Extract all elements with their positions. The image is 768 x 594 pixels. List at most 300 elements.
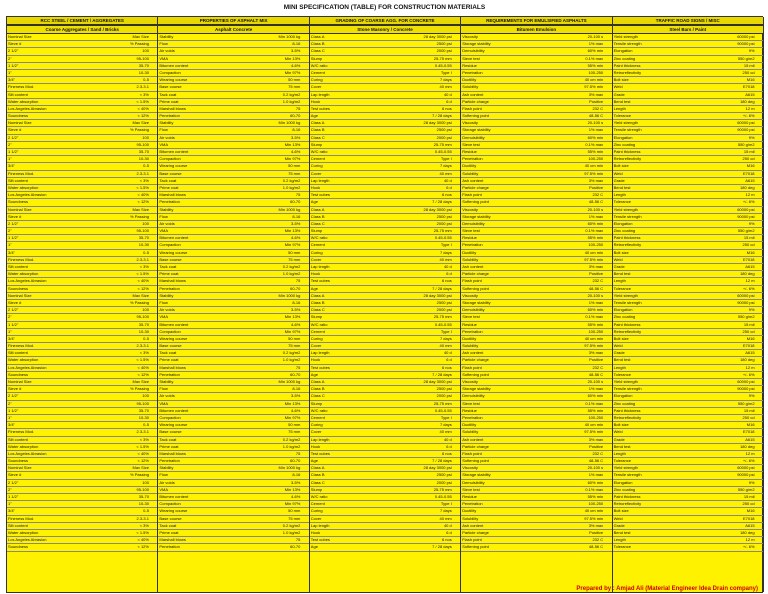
spec-row: 2" 95-100 — [7, 314, 157, 321]
spec-row: Nominal Size Max Size — [7, 293, 157, 300]
spec-row: VMA Min 13% — [158, 142, 308, 149]
spec-row: Tolerance +/- 6% — [613, 113, 763, 120]
spec-row: Prime coat 1.0 kg/m2 — [158, 444, 308, 451]
spec-row: Bend test 180 deg — [613, 530, 763, 537]
spec-row: Bitumen content 4-6% — [158, 494, 308, 501]
spec-row: Lap length 40 d — [310, 437, 460, 444]
spec-row: Cement Type I — [310, 70, 460, 77]
spec-row: Demulsibility 60% min — [461, 221, 611, 228]
spec-row: Marshall blows 75 — [158, 537, 308, 544]
spec-row: Base course 75 mm — [158, 257, 308, 264]
spec-row: Particle charge Positive — [461, 444, 611, 451]
spec-row: Weld E7018 — [613, 84, 763, 91]
section-title: Stone Masonry / Concrete — [310, 25, 460, 34]
spec-row: Class B 2500 psi — [310, 41, 460, 48]
spec-row: Base course 75 mm — [158, 429, 308, 436]
spec-row: Particle charge Positive — [461, 530, 611, 537]
spec-row: Class A 28 day 3000 psi — [310, 293, 460, 300]
spec-row: 2" 95-100 — [7, 56, 157, 63]
spec-row: Elongation 9% — [613, 135, 763, 142]
spec-row: Class C 2000 psi — [310, 393, 460, 400]
spec-row: 1 1/2" 35-70 — [7, 63, 157, 70]
spec-row: 2 1/2" 100 — [7, 393, 157, 400]
spec-row: Weld E7018 — [613, 516, 763, 523]
spec-row: Wearing course 50 mm — [158, 422, 308, 429]
spec-row: Air voids 3-5% — [158, 221, 308, 228]
spec-row: Cement Type I — [310, 242, 460, 249]
spec-row: Fineness Mod. 2.3-3.1 — [7, 516, 157, 523]
spec-row: Storage stability 1% max — [461, 300, 611, 307]
spec-row: Tack coat 0.2 kg/m2 — [158, 350, 308, 357]
spec-row: Class C 2000 psi — [310, 307, 460, 314]
spec-row: Ductility 40 cm min — [461, 508, 611, 515]
spec-row: Compaction Min 97% — [158, 70, 308, 77]
spec-row: Sieve # % Passing — [7, 214, 157, 221]
spec-row: Sieve # % Passing — [7, 127, 157, 134]
spec-row: Cover 40 mm — [310, 171, 460, 178]
spec-row: Flow 8-16 — [158, 300, 308, 307]
spec-row: Flow 8-16 — [158, 127, 308, 134]
spec-row: Paint thickness 15 mil — [613, 63, 763, 70]
spec-row: Flow 8-16 — [158, 386, 308, 393]
spec-row: Los Angeles Abrasion < 40% — [7, 192, 157, 199]
spec-row: Tensile strength 90000 psi — [613, 127, 763, 134]
spec-row: Compaction Min 97% — [158, 242, 308, 249]
spec-row: Sieve # % Passing — [7, 300, 157, 307]
spec-row: Prime coat 1.0 kg/m2 — [158, 530, 308, 537]
section-title: Asphalt Concrete — [158, 25, 308, 34]
spec-row: Fineness Mod. 2.3-3.1 — [7, 429, 157, 436]
spec-row: Residue 55% min — [461, 494, 611, 501]
spec-row: Length 12 m — [613, 537, 763, 544]
spec-row: Ductility 40 cm min — [461, 77, 611, 84]
spec-row: Tensile strength 90000 psi — [613, 386, 763, 393]
spec-row: Cement Type I — [310, 156, 460, 163]
spec-row: Air voids 3-5% — [158, 393, 308, 400]
spec-column — [310, 17, 461, 592]
spec-row: Viscosity 20-100 s — [461, 465, 611, 472]
spec-row: 3/4" 0-5 — [7, 250, 157, 257]
spec-row: Test cubes 6 nos — [310, 278, 460, 285]
spec-row: W/C ratio 0.45-0.55 — [310, 63, 460, 70]
spec-row: Yield strength 60000 psi — [613, 465, 763, 472]
spec-row: Compaction Min 97% — [158, 415, 308, 422]
spec-row: Sieve # % Passing — [7, 41, 157, 48]
spec-row: Zinc coating 550 g/m2 — [613, 228, 763, 235]
spec-row: Los Angeles Abrasion < 40% — [7, 451, 157, 458]
spec-row: Air voids 3-5% — [158, 135, 308, 142]
spec-row: Base course 75 mm — [158, 84, 308, 91]
spec-row: Solubility 97.5% min — [461, 84, 611, 91]
spec-row: Class B 2500 psi — [310, 300, 460, 307]
spec-row: Slump 25-75 mm — [310, 142, 460, 149]
spec-row: 2 1/2" 100 — [7, 480, 157, 487]
spec-row: Test cubes 6 nos — [310, 537, 460, 544]
spec-row: Solubility 97.5% min — [461, 343, 611, 350]
column-header: GRADING OF COARSE AGG. FOR CONCRETE — [310, 17, 460, 25]
spec-row: Ash content 3% max — [461, 523, 611, 530]
spec-row: Fineness Mod. 2.3-3.1 — [7, 257, 157, 264]
spec-row: Bolt size M16 — [613, 508, 763, 515]
spec-row: Yield strength 60000 psi — [613, 34, 763, 41]
spec-row: Softening point 48-56 C — [461, 544, 611, 551]
spec-row: Silt content < 3% — [7, 437, 157, 444]
spec-row: Penetration 60-70 — [158, 286, 308, 293]
spec-row: Softening point 48-56 C — [461, 372, 611, 379]
spec-row: Penetration 100-250 — [461, 501, 611, 508]
spec-row: Bend test 180 deg — [613, 99, 763, 106]
spec-row: Soundness < 12% — [7, 458, 157, 465]
spec-row: Demulsibility 60% min — [461, 48, 611, 55]
spec-row: Softening point 48-56 C — [461, 286, 611, 293]
spec-row: Wearing course 50 mm — [158, 336, 308, 343]
spec-row: Yield strength 60000 psi — [613, 293, 763, 300]
spec-row: Wearing course 50 mm — [158, 163, 308, 170]
spec-row: Demulsibility 60% min — [461, 307, 611, 314]
spec-row: Grade A615 — [613, 264, 763, 271]
spec-row: Fineness Mod. 2.3-3.1 — [7, 171, 157, 178]
spec-row: Viscosity 20-100 s — [461, 207, 611, 214]
spec-row: Silt content < 3% — [7, 92, 157, 99]
spec-row: 1 1/2" 35-70 — [7, 408, 157, 415]
spec-column — [461, 17, 612, 592]
spec-row: 1 1/2" 35-70 — [7, 235, 157, 242]
spec-row: Softening point 48-56 C — [461, 113, 611, 120]
spec-row: Bitumen content 4-6% — [158, 322, 308, 329]
spec-row: Paint thickness 15 mil — [613, 149, 763, 156]
spec-column — [613, 17, 764, 592]
spec-row: Ductility 40 cm min — [461, 422, 611, 429]
spec-row: Paint thickness 15 mil — [613, 408, 763, 415]
spec-row: Bolt size M16 — [613, 163, 763, 170]
spec-row: Retroreflectivity 250 cd — [613, 70, 763, 77]
spec-row: Cover 40 mm — [310, 516, 460, 523]
spec-row: Length 12 m — [613, 278, 763, 285]
spec-row: Slump 25-75 mm — [310, 487, 460, 494]
spec-row: Bend test 180 deg — [613, 271, 763, 278]
spec-row: Test cubes 6 nos — [310, 192, 460, 199]
spec-row: Tensile strength 90000 psi — [613, 472, 763, 479]
spec-row: Softening point 48-56 C — [461, 199, 611, 206]
spec-row: Nominal Size Max Size — [7, 379, 157, 386]
spec-row: Hook 6 d — [310, 357, 460, 364]
spec-row: Penetration 100-250 — [461, 156, 611, 163]
spec-row: Yield strength 60000 psi — [613, 379, 763, 386]
spec-row: Residue 55% min — [461, 63, 611, 70]
spec-row: Retroreflectivity 250 cd — [613, 156, 763, 163]
spec-row: Curing 7 days — [310, 508, 460, 515]
spec-row: Slump 25-75 mm — [310, 228, 460, 235]
spec-row: Sieve test 0.1% max — [461, 228, 611, 235]
spec-column — [7, 17, 158, 592]
spec-row: Slump 25-75 mm — [310, 401, 460, 408]
spec-row: Ductility 40 cm min — [461, 336, 611, 343]
spec-row: Class C 2000 psi — [310, 48, 460, 55]
spec-row: Weld E7018 — [613, 171, 763, 178]
spec-row: Cement Type I — [310, 415, 460, 422]
spec-row: Curing 7 days — [310, 163, 460, 170]
spec-row: Paint thickness 15 mil — [613, 322, 763, 329]
spec-row: Tack coat 0.2 kg/m2 — [158, 523, 308, 530]
spec-row: Demulsibility 60% min — [461, 480, 611, 487]
spec-row: Grade A615 — [613, 437, 763, 444]
spec-row: Curing 7 days — [310, 422, 460, 429]
spec-row: Flash point 232 C — [461, 106, 611, 113]
spec-row: Test cubes 6 nos — [310, 365, 460, 372]
spec-row: Class A 28 day 3000 psi — [310, 120, 460, 127]
spec-row: Flow 8-16 — [158, 472, 308, 479]
spec-row: Flash point 232 C — [461, 278, 611, 285]
spec-row: Hook 6 d — [310, 530, 460, 537]
spec-row: Ductility 40 cm min — [461, 163, 611, 170]
spec-row: Stability Min 1000 kg — [158, 465, 308, 472]
spec-row: Grade A615 — [613, 350, 763, 357]
spec-row: Tack coat 0.2 kg/m2 — [158, 437, 308, 444]
spec-row: VMA Min 13% — [158, 487, 308, 494]
spec-row: Viscosity 20-100 s — [461, 120, 611, 127]
spec-row: Nominal Size Max Size — [7, 120, 157, 127]
spec-row: Retroreflectivity 250 cd — [613, 501, 763, 508]
spec-row: Cover 40 mm — [310, 429, 460, 436]
spec-row: W/C ratio 0.45-0.55 — [310, 494, 460, 501]
spec-row: 1" 10-30 — [7, 415, 157, 422]
spec-row: Residue 55% min — [461, 235, 611, 242]
column-header: PROPERTIES OF ASPHALT MIX — [158, 17, 308, 25]
spec-row: Cement Type I — [310, 501, 460, 508]
spec-row: Class C 2000 psi — [310, 135, 460, 142]
spec-row: Storage stability 1% max — [461, 386, 611, 393]
spec-row: 2" 95-100 — [7, 401, 157, 408]
column-header: REQUIREMENTS FOR EMULSIFIED ASPHALTS — [461, 17, 611, 25]
spec-row: Viscosity 20-100 s — [461, 34, 611, 41]
spec-row: Retroreflectivity 250 cd — [613, 329, 763, 336]
spec-row: Bitumen content 4-6% — [158, 63, 308, 70]
spec-row: Marshall blows 75 — [158, 192, 308, 199]
spec-row: 3/4" 0-5 — [7, 508, 157, 515]
spec-row: 2" 95-100 — [7, 142, 157, 149]
spec-row: Slump 25-75 mm — [310, 56, 460, 63]
spec-row: Ash content 3% max — [461, 437, 611, 444]
spec-row: Stability Min 1000 kg — [158, 120, 308, 127]
spec-row: Los Angeles Abrasion < 40% — [7, 106, 157, 113]
spec-row: W/C ratio 0.45-0.55 — [310, 149, 460, 156]
spec-row: Length 12 m — [613, 365, 763, 372]
spec-row: Compaction Min 97% — [158, 329, 308, 336]
spec-row: Grade A615 — [613, 523, 763, 530]
spec-row: Water absorption < 1.5% — [7, 444, 157, 451]
spec-row: Storage stability 1% max — [461, 472, 611, 479]
spec-row: Residue 55% min — [461, 408, 611, 415]
spec-row: Viscosity 20-100 s — [461, 293, 611, 300]
spec-row: Bolt size M16 — [613, 77, 763, 84]
spec-row: Class C 2000 psi — [310, 480, 460, 487]
spec-row: 1" 10-30 — [7, 242, 157, 249]
spec-row: Lap length 40 d — [310, 92, 460, 99]
spec-row: Yield strength 60000 psi — [613, 120, 763, 127]
spec-row: Particle charge Positive — [461, 357, 611, 364]
spec-row: W/C ratio 0.45-0.55 — [310, 408, 460, 415]
spec-row: Sieve test 0.1% max — [461, 401, 611, 408]
spec-row: Solubility 97.5% min — [461, 516, 611, 523]
spec-row: Retroreflectivity 250 cd — [613, 415, 763, 422]
spec-row: Air voids 3-5% — [158, 48, 308, 55]
spec-row: Prime coat 1.0 kg/m2 — [158, 271, 308, 278]
spec-row: Silt content < 3% — [7, 350, 157, 357]
spec-row: Base course 75 mm — [158, 343, 308, 350]
spec-row: Solubility 97.5% min — [461, 257, 611, 264]
spec-row: Bend test 180 deg — [613, 444, 763, 451]
spec-row: Soundness < 12% — [7, 544, 157, 551]
spec-row: Paint thickness 15 mil — [613, 235, 763, 242]
spec-row: Soundness < 12% — [7, 286, 157, 293]
spec-row: Nominal Size Max Size — [7, 207, 157, 214]
spec-row: Storage stability 1% max — [461, 127, 611, 134]
spec-row: Elongation 9% — [613, 221, 763, 228]
spec-row: Class B 2500 psi — [310, 127, 460, 134]
spec-row: Ductility 40 cm min — [461, 250, 611, 257]
spec-row: Marshall blows 75 — [158, 451, 308, 458]
spec-row: Tolerance +/- 6% — [613, 458, 763, 465]
spec-row: Ash content 3% max — [461, 92, 611, 99]
spec-row: Prime coat 1.0 kg/m2 — [158, 99, 308, 106]
spec-row: Penetration 60-70 — [158, 458, 308, 465]
spec-row: Zinc coating 550 g/m2 — [613, 401, 763, 408]
spec-row: Yield strength 60000 psi — [613, 207, 763, 214]
spec-row: 2" 95-100 — [7, 487, 157, 494]
spec-row: Penetration 100-250 — [461, 329, 611, 336]
spec-row: Cover 40 mm — [310, 257, 460, 264]
spec-row: Solubility 97.5% min — [461, 429, 611, 436]
spec-row: Age 7 / 28 days — [310, 544, 460, 551]
spec-row: Silt content < 3% — [7, 523, 157, 530]
spec-row: Marshall blows 75 — [158, 278, 308, 285]
spec-row: Nominal Size Max Size — [7, 465, 157, 472]
spec-row: Weld E7018 — [613, 429, 763, 436]
spec-row: Compaction Min 97% — [158, 501, 308, 508]
spec-row: Flash point 232 C — [461, 537, 611, 544]
spec-row: Fineness Mod. 2.3-3.1 — [7, 343, 157, 350]
spec-row: Hook 6 d — [310, 271, 460, 278]
spec-row: Lap length 40 d — [310, 350, 460, 357]
spec-row: 3/4" 0-5 — [7, 336, 157, 343]
spec-row: Particle charge Positive — [461, 271, 611, 278]
spec-row: Sieve test 0.1% max — [461, 56, 611, 63]
spec-row: Water absorption < 1.5% — [7, 99, 157, 106]
spec-row: Sieve test 0.1% max — [461, 314, 611, 321]
spec-row: Bend test 180 deg — [613, 185, 763, 192]
spec-row: Weld E7018 — [613, 257, 763, 264]
spec-row: Curing 7 days — [310, 336, 460, 343]
spec-row: Bolt size M16 — [613, 422, 763, 429]
spec-row: Water absorption < 1.5% — [7, 530, 157, 537]
spec-row: Particle charge Positive — [461, 185, 611, 192]
spec-row: Hook 6 d — [310, 99, 460, 106]
spec-row: Elongation 9% — [613, 307, 763, 314]
spec-row: Class A 28 day 3000 psi — [310, 207, 460, 214]
spec-row: Wearing course 50 mm — [158, 508, 308, 515]
spec-row: Class B 2500 psi — [310, 214, 460, 221]
spec-row: Cover 40 mm — [310, 84, 460, 91]
spec-row: 3/4" 0-5 — [7, 422, 157, 429]
spec-row: Water absorption < 1.5% — [7, 185, 157, 192]
spec-row: Tack coat 0.2 kg/m2 — [158, 92, 308, 99]
spec-row: Marshall blows 75 — [158, 365, 308, 372]
spec-row: Storage stability 1% max — [461, 214, 611, 221]
spec-row: Penetration 60-70 — [158, 113, 308, 120]
spec-row: Curing 7 days — [310, 77, 460, 84]
spec-row: 2 1/2" 100 — [7, 48, 157, 55]
spec-row: Sieve # % Passing — [7, 386, 157, 393]
spec-row: Age 7 / 28 days — [310, 113, 460, 120]
spec-row: Zinc coating 550 g/m2 — [613, 314, 763, 321]
spec-row: Demulsibility 60% min — [461, 393, 611, 400]
spec-row: Los Angeles Abrasion < 40% — [7, 537, 157, 544]
spec-row: Sieve test 0.1% max — [461, 487, 611, 494]
spec-row: Penetration 60-70 — [158, 199, 308, 206]
spec-row: Cover 40 mm — [310, 343, 460, 350]
spec-row: Class B 2500 psi — [310, 472, 460, 479]
spec-row: Water absorption < 1.5% — [7, 271, 157, 278]
spec-row: Particle charge Positive — [461, 99, 611, 106]
spec-row: VMA Min 13% — [158, 401, 308, 408]
spec-row: Base course 75 mm — [158, 171, 308, 178]
spec-row: Solubility 97.5% min — [461, 171, 611, 178]
section-title: Steel Bars / Paint — [613, 25, 763, 34]
spec-row: Bitumen content 4-6% — [158, 235, 308, 242]
spec-row: Tensile strength 90000 psi — [613, 214, 763, 221]
spec-row: Flash point 232 C — [461, 451, 611, 458]
spec-row: Penetration 60-70 — [158, 544, 308, 551]
spec-row: Air voids 3-5% — [158, 307, 308, 314]
spec-row: VMA Min 13% — [158, 314, 308, 321]
spec-row: Cement Type I — [310, 329, 460, 336]
spec-row: Tolerance +/- 6% — [613, 286, 763, 293]
spec-row: Tolerance +/- 6% — [613, 372, 763, 379]
spec-row: Compaction Min 97% — [158, 156, 308, 163]
spec-row: 1" 10-30 — [7, 501, 157, 508]
spec-row: Water absorption < 1.5% — [7, 357, 157, 364]
spec-row: 2 1/2" 100 — [7, 135, 157, 142]
spec-row: Tensile strength 90000 psi — [613, 41, 763, 48]
spec-row: Class B 2500 psi — [310, 386, 460, 393]
spec-row: Curing 7 days — [310, 250, 460, 257]
spec-column — [158, 17, 309, 592]
column-header: RCC STEEL / CEMENT / AGGREGATES — [7, 17, 157, 25]
spec-row: Tolerance +/- 6% — [613, 199, 763, 206]
spec-row: Penetration 100-250 — [461, 415, 611, 422]
spec-row: Class A 28 day 3000 psi — [310, 379, 460, 386]
spec-row: Elongation 9% — [613, 48, 763, 55]
spec-row: Ash content 3% max — [461, 264, 611, 271]
spec-row: Tack coat 0.2 kg/m2 — [158, 264, 308, 271]
spec-row: Bolt size M16 — [613, 336, 763, 343]
spec-row: Flash point 232 C — [461, 192, 611, 199]
spec-row: Silt content < 3% — [7, 178, 157, 185]
spec-row: Los Angeles Abrasion < 40% — [7, 365, 157, 372]
spec-row: 1" 10-30 — [7, 156, 157, 163]
spec-row: 1" 10-30 — [7, 329, 157, 336]
spec-row: 1 1/2" 35-70 — [7, 322, 157, 329]
spec-row: 1 1/2" 35-70 — [7, 494, 157, 501]
spec-row: Bitumen content 4-6% — [158, 149, 308, 156]
spec-row: Soundness < 12% — [7, 113, 157, 120]
spec-row: Los Angeles Abrasion < 40% — [7, 278, 157, 285]
spec-row: Length 12 m — [613, 192, 763, 199]
spec-row: Penetration 100-250 — [461, 242, 611, 249]
spec-row: Weld E7018 — [613, 343, 763, 350]
spec-row: Age 7 / 28 days — [310, 286, 460, 293]
spec-row: Lap length 40 d — [310, 178, 460, 185]
